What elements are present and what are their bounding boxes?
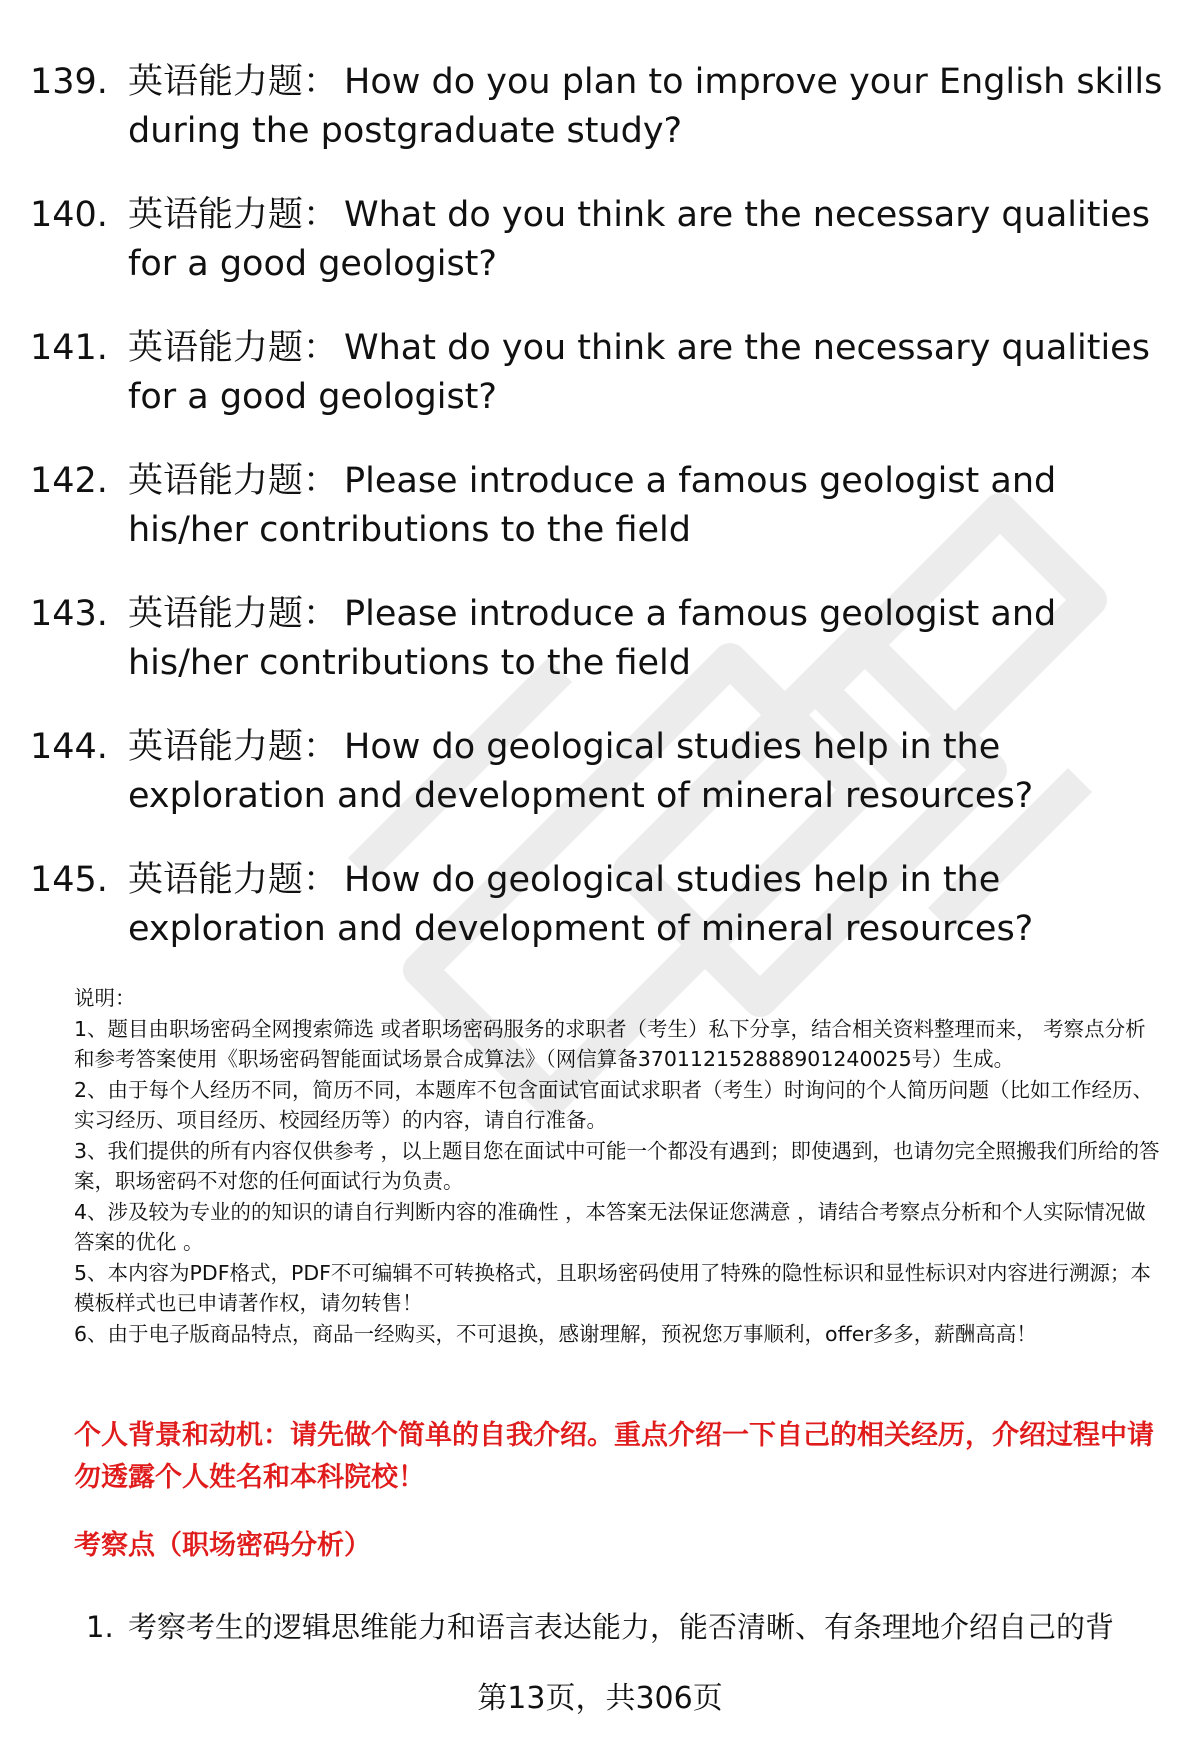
- question-item: [30, 590, 1180, 688]
- question-text: How do geological studies help in the exploration and development of mineral resources?: [128, 727, 1034, 816]
- note-item: 4、涉及较为专业的的知识的请自行判断内容的准确性 ，本答案无法保证您满意 ，请结合考察点分析和个人实际情况做答案的优化 。: [74, 1199, 1146, 1254]
- question-text: How do geological studies help in the exploration and development of mineral resources?: [128, 860, 1034, 949]
- question-item: [30, 457, 1180, 555]
- question-number: 139.: [30, 62, 108, 102]
- question-number: 140.: [30, 195, 108, 235]
- question-category: 英语能力题：: [128, 461, 339, 501]
- question-item: [30, 58, 1180, 156]
- question-number: 144.: [30, 727, 108, 767]
- notes-section: [74, 983, 1164, 1349]
- question-item: [30, 191, 1180, 289]
- section-heading-background: 个人背景和动机：请先做个简单的自我介绍。重点介绍一下自己的相关经历，介绍过程中请勿透露个人姓名和本科院校！: [74, 1420, 1154, 1493]
- section-heading-analysis: 考察点（职场密码分析）: [74, 1530, 371, 1561]
- question-number: 141.: [30, 328, 108, 368]
- question-number: 145.: [30, 860, 108, 900]
- list-number: 1.: [86, 1610, 114, 1644]
- question-category: 英语能力题：: [128, 62, 339, 102]
- note-item: 5、本内容为PDF格式，PDF不可编辑不可转换格式，且职场密码使用了特殊的隐性标识和显性标识对内容进行溯源；本模板样式也已申请著作权，请勿转售！: [74, 1260, 1151, 1315]
- page-footer: 第13页，共306页: [477, 1681, 723, 1716]
- question-text: Please introduce a famous geologist and his/her contributions to the field: [128, 594, 1057, 683]
- note-item: 6、由于电子版商品特点，商品一经购买，不可退换，感谢理解，预祝您万事顺利，offer多多，薪酬高高！: [74, 1321, 1037, 1346]
- question-text: Please introduce a famous geologist and his/her contributions to the field: [128, 461, 1057, 550]
- analysis-list-item: [86, 1606, 1176, 1648]
- question-number: 143.: [30, 594, 108, 634]
- note-item: 3、我们提供的所有内容仅供参考 ，以上题目您在面试中可能一个都没有遇到；即使遇到，也请勿完全照搬我们所给的答案，职场密码不对您的任何面试行为负责。: [74, 1138, 1160, 1193]
- question-text: How do you plan to improve your English skills during the postgraduate study?: [128, 62, 1163, 151]
- question-list: [30, 58, 1180, 989]
- question-number: 142.: [30, 461, 108, 501]
- question-item: [30, 324, 1180, 422]
- list-text: 考察考生的逻辑思维能力和语言表达能力，能否清晰、有条理地介绍自己的背: [128, 1610, 1115, 1644]
- note-item: 2、由于每个人经历不同，简历不同，本题库不包含面试官面试求职者（考生）时询问的个人简历问题（比如工作经历、实习经历、项目经历、校园经历等）的内容，请自行准备。: [74, 1077, 1154, 1132]
- question-text: What do you think are the necessary qualities for a good geologist?: [128, 328, 1150, 417]
- question-item: [30, 723, 1180, 821]
- question-text: What do you think are the necessary qualities for a good geologist?: [128, 195, 1150, 284]
- notes-title: 说明：: [74, 986, 136, 1010]
- question-category: 英语能力题：: [128, 195, 339, 235]
- question-category: 英语能力题：: [128, 727, 339, 767]
- question-category: 英语能力题：: [128, 594, 339, 634]
- note-item: 1、题目由职场密码全网搜索筛选 或者职场密码服务的求职者（考生）私下分享，结合相关资料整理而来， 考察点分析和参考答案使用《职场密码智能面试场景合成算法》（网信算备370112152888901240025号）生成。: [74, 1016, 1146, 1071]
- question-category: 英语能力题：: [128, 328, 339, 368]
- question-category: 英语能力题：: [128, 860, 339, 900]
- question-item: [30, 856, 1180, 954]
